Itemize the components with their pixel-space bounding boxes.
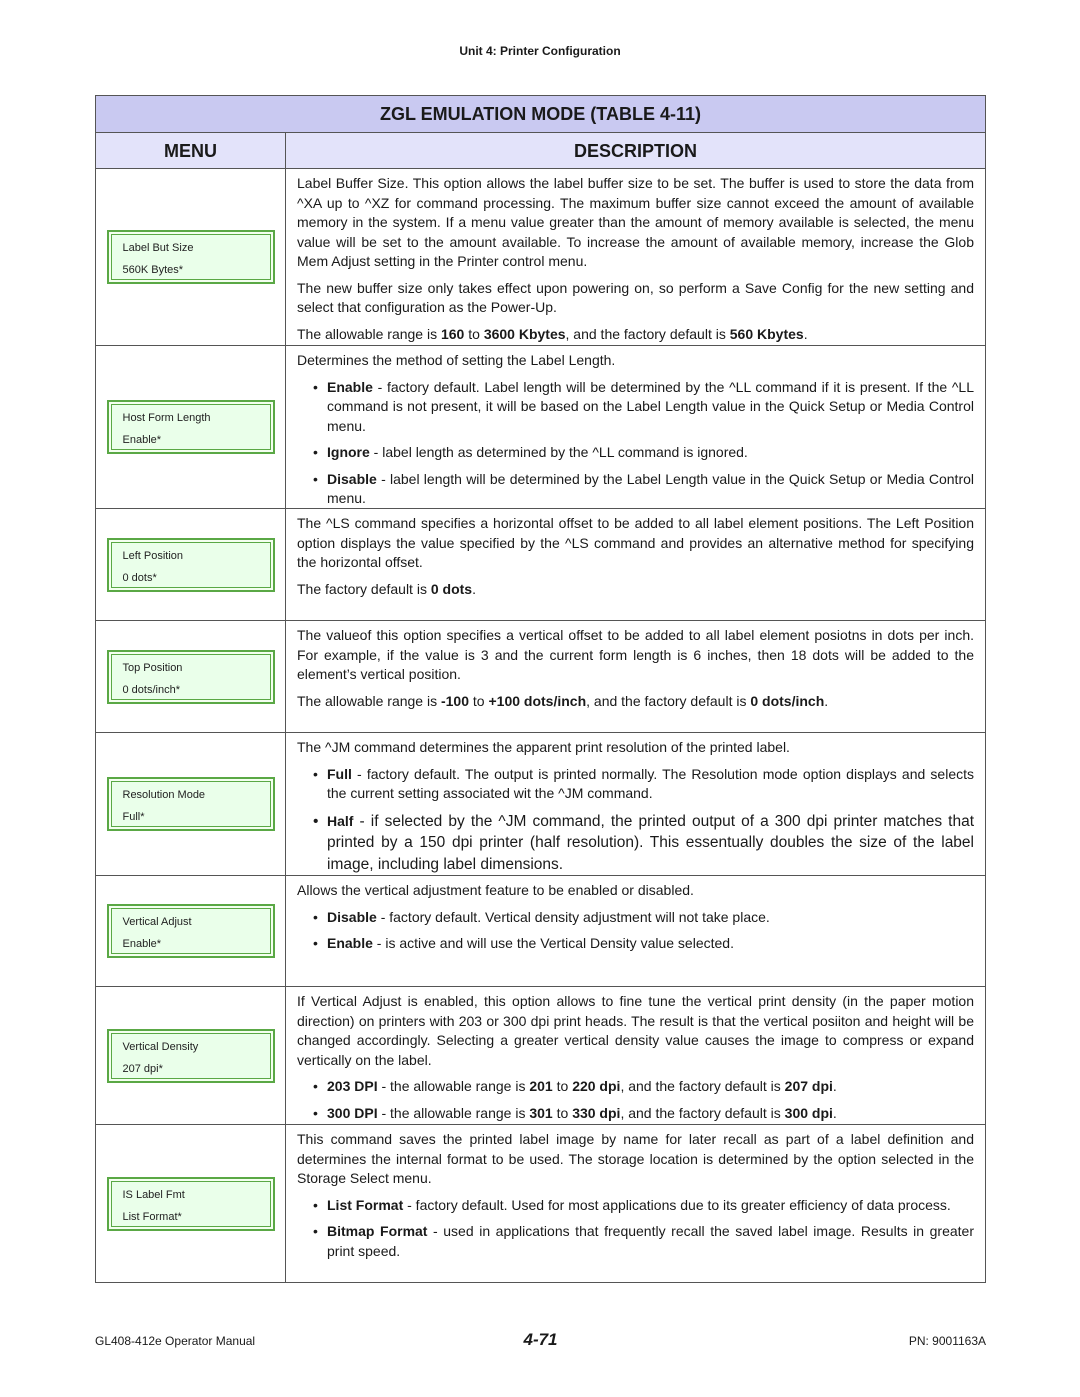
bullet-list xyxy=(297,1077,974,1123)
part-number: PN: 9001163A xyxy=(908,1334,986,1348)
description-cell xyxy=(286,621,985,732)
bullet-list xyxy=(297,765,974,876)
table-row xyxy=(96,1125,985,1282)
description-cell xyxy=(286,509,985,620)
paragraph: The ^LS command specifies a horizontal offset to be added to all label element positions. The Left Position option displays the value specified by the ^LS command and provides an alternative method for specifying the horizontal offset. xyxy=(297,515,974,570)
table-row xyxy=(96,169,985,346)
menu-cell xyxy=(96,509,286,620)
lcd-line-1: Host Form Length xyxy=(122,412,211,424)
zgl-emulation-table xyxy=(95,95,986,1283)
lcd-line-1: Left Position xyxy=(122,549,184,562)
bullet-list xyxy=(297,378,974,509)
lcd-line-1: Vertical Density xyxy=(122,1040,199,1053)
bullet-list xyxy=(297,908,974,954)
menu-cell xyxy=(96,621,286,732)
description-column-header: DESCRIPTION xyxy=(573,141,697,161)
lcd-display xyxy=(107,400,275,454)
lcd-line-1: Top Position xyxy=(122,661,183,674)
table-row xyxy=(96,509,985,621)
page-header: Unit 4: Printer Configuration xyxy=(459,44,621,58)
description-cell xyxy=(286,987,985,1124)
list-item: • Ignore - label length as determined by the ^LL command is ignored. xyxy=(297,443,974,463)
list-item: • List Format - factory default. Used for most applications due to its greater efficiency of data process. xyxy=(297,1196,974,1216)
paragraph: Allows the vertical adjustment feature to be enabled or disabled. xyxy=(297,882,694,898)
menu-column-header: MENU xyxy=(96,133,286,168)
lcd-display xyxy=(107,1029,275,1083)
list-item: • Bitmap Format - used in applications that frequently recall the saved label image. Results in greater print speed. xyxy=(297,1222,974,1261)
menu-cell xyxy=(96,1125,286,1282)
paragraph: Label Buffer Size. This option allows the label buffer size to be set. The buffer is used to store the data from ^XA up to ^XZ for command processing. The maximum buffer size cannot exceed the amount of available memory in the system. If a menu value greater than the amount of memory available is selected, the menu value will be set to the amount available. To increase the amount of available memory, increase the Glob Mem Adjust setting in the Printer control menu. xyxy=(297,175,974,269)
list-item: • Enable - is active and will use the Vertical Density value selected. xyxy=(297,934,974,954)
lcd-display xyxy=(107,777,275,831)
table-header-row xyxy=(96,133,985,169)
list-item: • 203 DPI - the allowable range is 201 to 220 dpi, and the factory default is 207 dpi. xyxy=(297,1077,974,1097)
lcd-line-2: 0 dots/inch* xyxy=(122,683,180,696)
paragraph: The new buffer size only takes effect upon powering on, so perform a Save Config for the new setting and select that configuration as the Power-Up. xyxy=(297,279,974,315)
table-row xyxy=(96,621,985,733)
paragraph: The allowable range is -100 to +100 dots/inch, and the factory default is 0 dots/inch. xyxy=(297,692,829,709)
menu-cell xyxy=(96,987,286,1124)
description-cell xyxy=(286,876,985,986)
lcd-line-2: Enable* xyxy=(122,434,162,446)
lcd-display xyxy=(107,538,275,592)
bullet-list xyxy=(297,1196,974,1262)
paragraph: The factory default is 0 dots. xyxy=(297,580,476,597)
page-footer xyxy=(95,1332,986,1352)
lcd-line-1: Label But Size xyxy=(122,242,194,254)
list-item: • Disable - label length will be determined by the Label Length value in the Quick Setup or Media Control menu. xyxy=(297,470,974,509)
paragraph: Determines the method of setting the Label Length. xyxy=(297,352,616,368)
lcd-line-2: 0 dots* xyxy=(122,571,157,584)
paragraph: This command saves the printed label image by name for later recall as part of a label definition and determines the internal format to be used. The storage location is determined by the option selected in the Storage Select menu. xyxy=(297,1131,974,1186)
lcd-display xyxy=(107,904,275,958)
description-cell xyxy=(286,346,985,508)
menu-cell xyxy=(96,733,286,875)
paragraph: The valueof this option specifies a vertical offset to be added to all label element posiotns in dots per inch. For example, if the value is 3 and the current form length is 6 inches, then 18 dots will be added to the element’s vertical position. xyxy=(297,627,974,682)
lcd-line-2: 560K Bytes* xyxy=(122,264,184,276)
page-number: 4-71 xyxy=(523,1330,558,1349)
menu-cell xyxy=(96,169,286,345)
list-item: • Full - factory default. The output is printed normally. The Resolution mode option displays and selects the current setting associated wit the ^JM command. xyxy=(297,765,974,804)
lcd-line-1: IS Label Fmt xyxy=(122,1188,185,1201)
lcd-display xyxy=(107,1177,275,1231)
description-cell xyxy=(286,169,985,345)
paragraph: The ^JM command determines the apparent print resolution of the printed label. xyxy=(297,739,790,755)
lcd-line-1: Resolution Mode xyxy=(122,789,206,801)
lcd-display xyxy=(107,230,275,284)
table-row xyxy=(96,733,985,876)
lcd-line-1: Vertical Adjust xyxy=(122,916,192,928)
list-item: • Enable - factory default. Label length will be determined by the ^LL command if it is present. If the ^LL command is not present, it will be based on the Label Length value in the Quick Setup or Media Control menu. xyxy=(297,378,974,437)
list-item: • Disable - factory default. Vertical density adjustment will not take place. xyxy=(297,908,974,928)
list-item: • 300 DPI - the allowable range is 301 to 330 dpi, and the factory default is 300 dpi. xyxy=(297,1104,974,1124)
lcd-line-2: 207 dpi* xyxy=(122,1062,163,1075)
menu-cell xyxy=(96,876,286,986)
paragraph: The allowable range is 160 to 3600 Kbytes, and the factory default is 560 Kbytes. xyxy=(297,325,808,342)
lcd-line-2: Enable* xyxy=(122,938,162,950)
paragraph: If Vertical Adjust is enabled, this option allows to fine tune the vertical print density (in the paper motion direction) on printers with 203 or 300 dpi print heads. The result is that the vertical posiiton and height will be changed accordingly. Selecting a greater vertical density value causes the image to compress or expand vertically on the label. xyxy=(297,993,974,1068)
lcd-display xyxy=(107,650,275,704)
table-row xyxy=(96,876,985,987)
table-row xyxy=(96,987,985,1125)
table-title: ZGL EMULATION MODE (TABLE 4-11) xyxy=(96,96,985,133)
manual-title: GL408-412e Operator Manual xyxy=(95,1334,256,1348)
menu-cell xyxy=(96,346,286,508)
description-cell xyxy=(286,733,985,875)
lcd-line-2: List Format* xyxy=(122,1210,182,1223)
table-row xyxy=(96,346,985,509)
description-cell xyxy=(286,1125,985,1282)
list-item: • Half - if selected by the ^JM command, the printed output of a 300 dpi printer matches that printed by a 150 dpi printer (half resolution). This essentually doubles the size of the label image, including label dimensions. xyxy=(297,811,974,876)
lcd-line-2: Full* xyxy=(122,811,145,823)
